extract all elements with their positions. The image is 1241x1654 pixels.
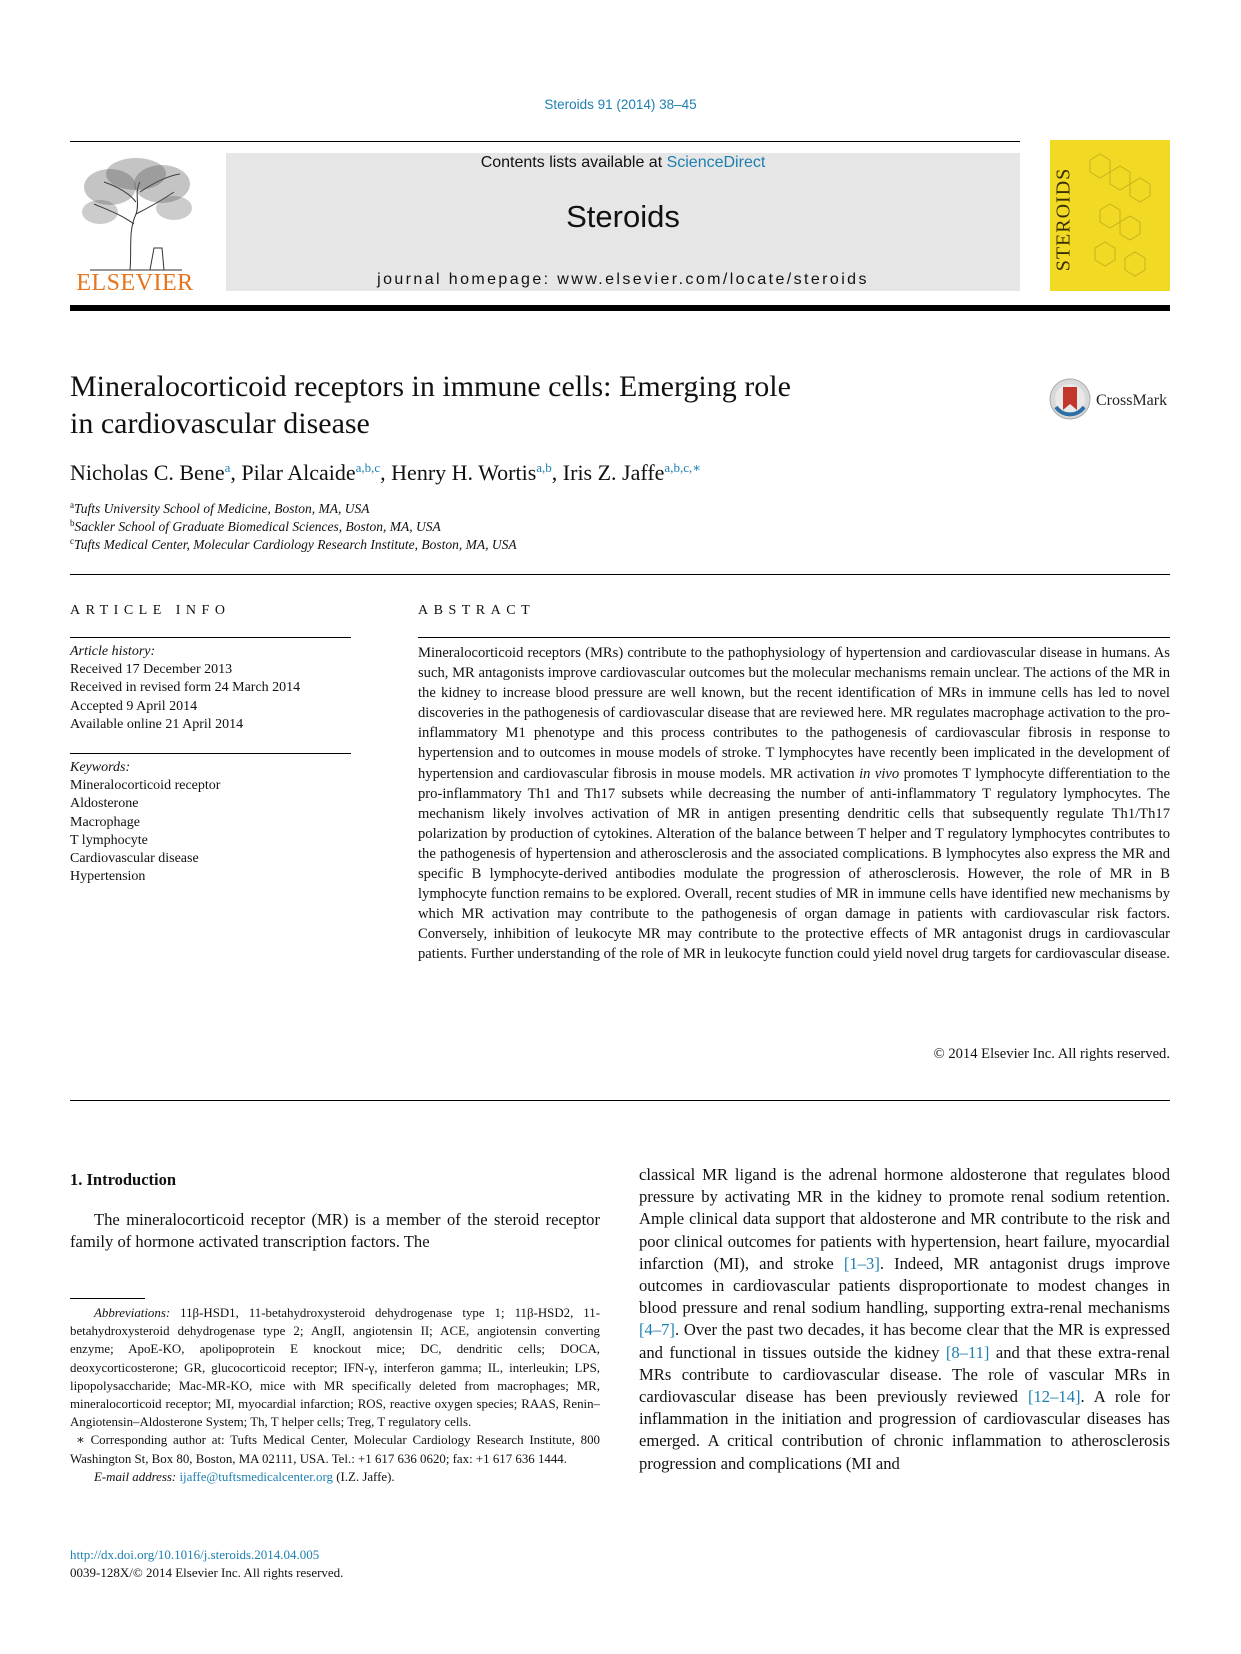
author-separator: , [230,460,242,485]
sciencedirect-link[interactable]: ScienceDirect [666,154,766,171]
title-line-1: Mineralocorticoid receptors in immune cells: Emerging role [70,370,791,403]
elsevier-wordmark: ELSEVIER [76,270,194,296]
body-text: . Indeed, MR antagonist drugs improve outcomes in cardiovascular patients disproportionate to modest changes in blood pressure and renal sodium handling, supporting extra-renal mechanisms [639,1253,1171,1318]
email-label: E-mail address: [94,1469,177,1484]
header-top-rule [70,141,1020,142]
affiliation [70,537,517,553]
contents-prefix: Contents lists available at [480,154,667,171]
keywords-block [70,759,355,886]
crossmark-label[interactable]: CrossMark [1096,392,1168,409]
email-footnote [70,1468,600,1486]
footnotes [70,1304,600,1486]
doi-link[interactable]: http://dx.doi.org/10.1016/j.steroids.2014.04.005 [70,1547,320,1562]
header-bottom-rule [70,305,1170,311]
keyword: T lymphocyte [70,832,148,848]
history-item: Received in revised form 24 March 2014 [70,680,301,696]
email-link[interactable]: ijaffe@tuftsmedicalcenter.org [179,1469,333,1484]
abstract-heading: ABSTRACT [418,603,536,618]
author-name: Nicholas C. Bene [70,460,225,485]
corresponding-author-note: ∗ Corresponding author at: Tufts Medical Center, Molecular Cardiology Research Institute, 800 Washington St, Box 80, Boston, MA 02111, USA. Tel.: +1 617 636 0620; fax: +1 617 636 1444. [70,1433,600,1466]
issn-line: 0039-128X/© 2014 Elsevier Inc. All rights reserved. [70,1564,344,1580]
keyword: Hypertension [70,869,146,885]
intro-paragraph-left: The mineralocorticoid receptor (MR) is a member of the steroid receptor family of hormone activated transcription factors. The [70,1210,600,1252]
author-separator: , [380,460,392,485]
section-divider [70,574,1170,575]
body-text: classical MR ligand is the adrenal hormone aldosterone that regulates blood pressure by activating MR in the kidney to promote renal sodium retention. Ample clinical data support that aldosterone and MR contribute to the risk and poor clinical outcomes for patients with hypertension, heart failure, myocardial infarction (MI), and stroke [639,1165,1170,1273]
journal-cover-image [1050,140,1170,291]
author-separator: , [551,460,563,485]
keyword: Aldosterone [70,796,139,812]
abbreviations-text: 11β-HSD1, 11-betahydroxysteroid dehydrogenase type 1; 11β-HSD2, 11-betahydroxysteroid dehydrogenase type 2; AngII, angiotensin II; ACE, angiotensin converting enzyme; ApoE-KO, apolipoprotein E knockout mice; DC, dendritic cells; DOCA, deoxycorticosterone; GR, glucocorticoid receptor; IFN-γ, interferon gamma; IL, interleukin; LPS, lipopolysaccharide; Mac-MR-KO, mice with MR specifically deleted from macrophages; MR, mineralocorticoid receptor; MI, myocardial infarction; ROS, reactive oxygen species; RAAS, Renin–Angiotensin–Aldosterone System; Th, T helper cells; Treg, T regulatory cells. [70,1306,600,1430]
crossmark-icon [1048,377,1094,421]
abstract-text-part: promotes T lymphocyte differentiation to the pro-inflammatory Th1 and Th17 subsets while decreasing the number of anti-inflammatory T regulatory lymphocytes. The mechanism likely involves activation of MR in antigen presenting dendritic cells that subsequently regulate Th1/Th17 polarization by production of cytokines. Alteration of the balance between T helper and T regulatory lymphocytes contributes to the pathogenesis of hypertension and atherosclerosis and the associated complications. B lymphocytes also express the MR and specific B lymphocyte-derived antibodies modulate the progression of atherosclerosis. However, the role of MR in B lymphocyte function remains to be explored. Overall, recent studies of MR in immune cells have identified new mechanisms by which MR activation may contribute to the pathogenesis of organ damage in patients with cardiovascular risk factors. Conversely, inhibition of leukocyte MR may contribute to the protective effects of MR antagonist drugs in cardiovascular patients. Further understanding of the role of MR in leukocyte function could yield novel drug targets for cardiovascular disease. [418,765,1171,963]
affiliation-mark: c [70,536,74,546]
article-info-rule [70,753,351,754]
footnote-rule [70,1298,145,1299]
abstract-text [418,643,1170,965]
intro-paragraph-right [639,1164,1170,1475]
journal-homepage-link[interactable]: journal homepage: www.elsevier.com/locate/steroids [377,271,869,288]
author-name: Iris Z. Jaffe [562,460,665,485]
keyword: Macrophage [70,814,140,830]
affiliation-text: Sackler School of Graduate Biomedical Sciences, Boston, MA, USA [74,519,441,534]
citation-link[interactable]: [4–7] [639,1320,675,1340]
cover-title-text: STEROIDS [1052,167,1075,272]
journal-citation-link[interactable]: Steroids 91 (2014) 38–45 [544,97,697,112]
affiliation-text: Tufts Medical Center, Molecular Cardiology Research Institute, Boston, MA, USA [74,537,517,552]
title-line-2: in cardiovascular disease [70,407,370,440]
section-heading: 1. Introduction [70,1170,177,1189]
section-divider [70,1100,1170,1101]
body-text: . A role for inflammation in the initiation and progression of cardiovascular diseases has emerged. A critical contribution of chronic inflammation to atherosclerosis progression and complications (MI and [639,1387,1170,1473]
author-name: Henry H. Wortis [391,460,537,485]
affiliation-text: Tufts University School of Medicine, Boston, MA, USA [74,501,370,516]
keyword: Cardiovascular disease [70,851,199,867]
article-history [70,643,355,734]
abstract-rule [418,637,1170,638]
citation-link[interactable]: [8–11] [945,1342,990,1362]
affiliation [70,519,441,535]
doi-block [70,1546,343,1581]
citation-link[interactable]: [1–3] [843,1253,880,1273]
affiliation-mark: a [70,500,74,510]
author-affiliation-link[interactable]: a,b,c,∗ [664,460,702,475]
body-text: . Over the past two decades, it has become clear that the MR is expressed and functional in tissues outside the kidney [639,1320,1170,1362]
history-item: Available online 21 April 2014 [70,716,244,732]
affiliation [70,501,369,517]
affiliation-mark: b [70,518,75,528]
journal-name: Steroids [566,199,680,234]
contents-available-line [226,154,1020,172]
article-info-rule [70,637,351,638]
email-suffix: (I.Z. Jaffe). [332,1469,395,1484]
citation-link[interactable]: [12–14] [1027,1387,1081,1407]
keyword: Mineralocorticoid receptor [70,778,221,794]
abstract-copyright: © 2014 Elsevier Inc. All rights reserved. [933,1046,1170,1062]
history-label: Article history: [70,644,156,659]
author-affiliation-link[interactable]: a,b [536,460,552,475]
article-info-heading: ARTICLE INFO [70,603,231,618]
abstract-text-part: Mineralocorticoid receptors (MRs) contribute to the pathophysiology of hypertension and cardiovascular disease in humans. As such, MR antagonists improve cardiovascular outcomes but the molecular mechanisms remain unclear. The actions of the MR in the kidney to increase blood pressure are well known, but the recent identification of MRs in immune cells has led to novel discoveries in the pathogenesis of cardiovascular disease that are reviewed here. MR regulates macrophage activation to the pro-inflammatory M1 phenotype and this process contributes to the pathogenesis of cardiovascular fibrosis in response to hypertension and to outcomes in mouse models of stroke. T lymphocytes have recently been implicated in the development of hypertension and cardiovascular fibrosis in mouse models. MR activation [418,645,1170,782]
history-item: Accepted 9 April 2014 [70,698,198,714]
article-title [70,368,910,442]
keywords-label: Keywords: [70,760,131,775]
abstract-italic-text: in vivo [859,765,900,782]
body-text: and that these extra-renal MRs contribute to cardiovascular disease. The role of vascular MRs in cardiovascular disease has been previously reviewed [639,1342,1170,1407]
author-list [70,460,701,486]
author-affiliation-link[interactable]: a,b,c [355,460,381,475]
author-affiliation-link[interactable]: a [224,460,231,475]
history-item: Received 17 December 2013 [70,662,233,678]
author-name: Pilar Alcaide [241,460,356,485]
abbreviations-label: Abbreviations: [94,1306,171,1320]
abbreviations-footnote [70,1304,600,1431]
